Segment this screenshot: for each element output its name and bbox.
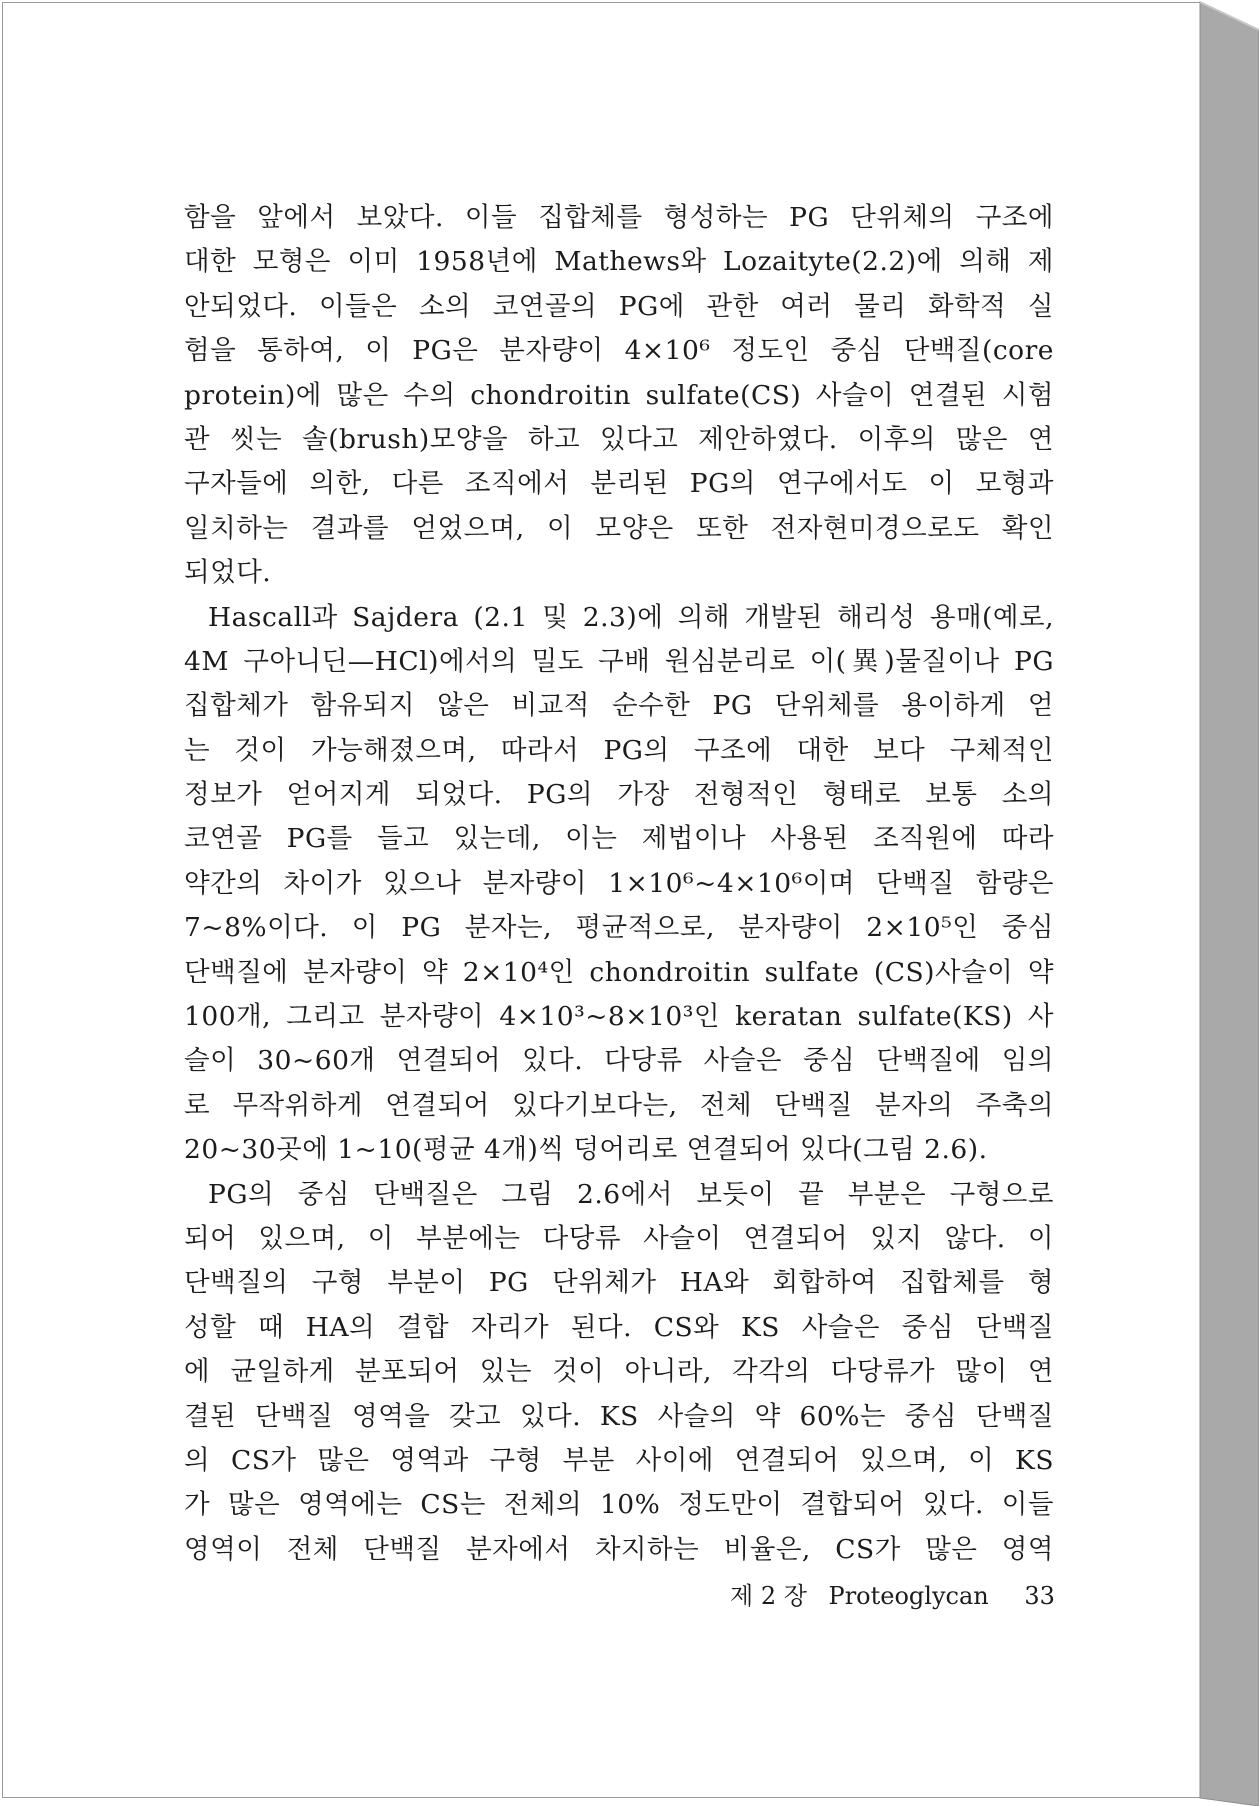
text-line: 코연골 PG를 들고 있는데, 이는 제법이나 사용된 조직원에 따라 <box>184 823 1054 855</box>
text-line: 는 것이 가능해졌으며, 따라서 PG의 구조에 대한 보다 구체적인 <box>184 734 1054 766</box>
text-line: 되었다. <box>184 557 272 589</box>
page-footer <box>730 1576 1055 1611</box>
text-line: 영역이 전체 단백질 분자에서 차지하는 비율은, CS가 많은 영역 <box>184 1533 1054 1565</box>
text-line: 구자들에 의한, 다른 조직에서 분리된 PG의 연구에서도 이 모형과 <box>184 468 1054 500</box>
text-line: protein)에 많은 수의 chondroitin sulfate(CS) 사슬이 연결된 시험 <box>184 379 1054 411</box>
text-line: 정보가 얻어지게 되었다. PG의 가장 전형적인 형태로 보통 소의 <box>184 779 1054 811</box>
text-line: 7~8%이다. 이 PG 분자는, 평균적으로, 분자량이 2×10⁵인 중심 <box>184 912 1054 944</box>
text-line: 험을 통하여, 이 PG은 분자량이 4×10⁶ 정도인 중심 단백질(core <box>184 335 1054 367</box>
text-line: 20~30곳에 1~10(평균 4개)씩 덩어리로 연결되어 있다(그림 2.6). <box>184 1134 988 1166</box>
footer-title: Proteoglycan <box>828 1582 989 1610</box>
text-line: 약간의 차이가 있으나 분자량이 1×10⁶~4×10⁶이며 단백질 함량은 <box>184 867 1054 899</box>
text-line: 단백질에 분자량이 약 2×10⁴인 chondroitin sulfate (CS)사슬이 약 <box>184 956 1054 988</box>
paragraph-2 <box>184 596 1054 1173</box>
body-text <box>184 196 1054 1572</box>
paragraph-3 <box>184 1173 1054 1573</box>
text-line: 가 많은 영역에는 CS는 전체의 10% 정도만이 결합되어 있다. 이들 <box>184 1489 1054 1521</box>
text-line: 슬이 30~60개 연결되어 있다. 다당류 사슬은 중심 단백질에 임의 <box>184 1045 1054 1077</box>
text-line: 성할 때 HA의 결합 자리가 된다. CS와 KS 사슬은 중심 단백질 <box>184 1311 1054 1343</box>
text-line: 함을 앞에서 보았다. 이들 집합체를 형성하는 PG 단위체의 구조에 <box>184 202 1054 233</box>
text-line: 단백질의 구형 부분이 PG 단위체가 HA와 회합하여 집합체를 형 <box>184 1267 1054 1299</box>
text-line: 4M 구아니딘—HCl)에서의 밀도 구배 원심분리로 이(異)물질이나 PG <box>184 645 1054 677</box>
text-line: 100개, 그리고 분자량이 4×10³~8×10³인 keratan sulfate(KS) 사 <box>184 1001 1054 1033</box>
text-line: Hascall과 Sajdera (2.1 및 2.3)에 의해 개발된 해리성 용매(예로, <box>208 601 1054 633</box>
page-number: 33 <box>1024 1582 1055 1610</box>
text-line: 관 씻는 솔(brush)모양을 하고 있다고 제안하였다. 이후의 많은 연 <box>184 423 1054 455</box>
footer-chapter: 제 2 장 <box>730 1582 807 1610</box>
text-line: 일치하는 결과를 얻었으며, 이 모양은 또한 전자현미경으로도 확인 <box>184 512 1054 544</box>
paragraph-1 <box>184 196 1054 596</box>
text-line: 의 CS가 많은 영역과 구형 부분 사이에 연결되어 있으며, 이 KS <box>184 1444 1054 1476</box>
text-line: 에 균일하게 분포되어 있는 것이 아니라, 각각의 다당류가 많이 연 <box>184 1356 1054 1388</box>
text-line: 대한 모형은 이미 1958년에 Mathews와 Lozaityte(2.2)에 의해 제 <box>184 246 1054 278</box>
text-line: 로 무작위하게 연결되어 있다기보다는, 전체 단백질 분자의 주축의 <box>184 1089 1054 1121</box>
text-line: 되어 있으며, 이 부분에는 다당류 사슬이 연결되어 있지 않다. 이 <box>184 1222 1054 1254</box>
text-line: 집합체가 함유되지 않은 비교적 순수한 PG 단위체를 용이하게 얻 <box>184 690 1054 722</box>
text-line: 안되었다. 이들은 소의 코연골의 PG에 관한 여러 물리 화학적 실 <box>184 290 1054 322</box>
text-line: PG의 중심 단백질은 그림 2.6에서 보듯이 끝 부분은 구형으로 <box>208 1178 1054 1210</box>
text-line: 결된 단백질 영역을 갖고 있다. KS 사슬의 약 60%는 중심 단백질 <box>184 1400 1054 1432</box>
